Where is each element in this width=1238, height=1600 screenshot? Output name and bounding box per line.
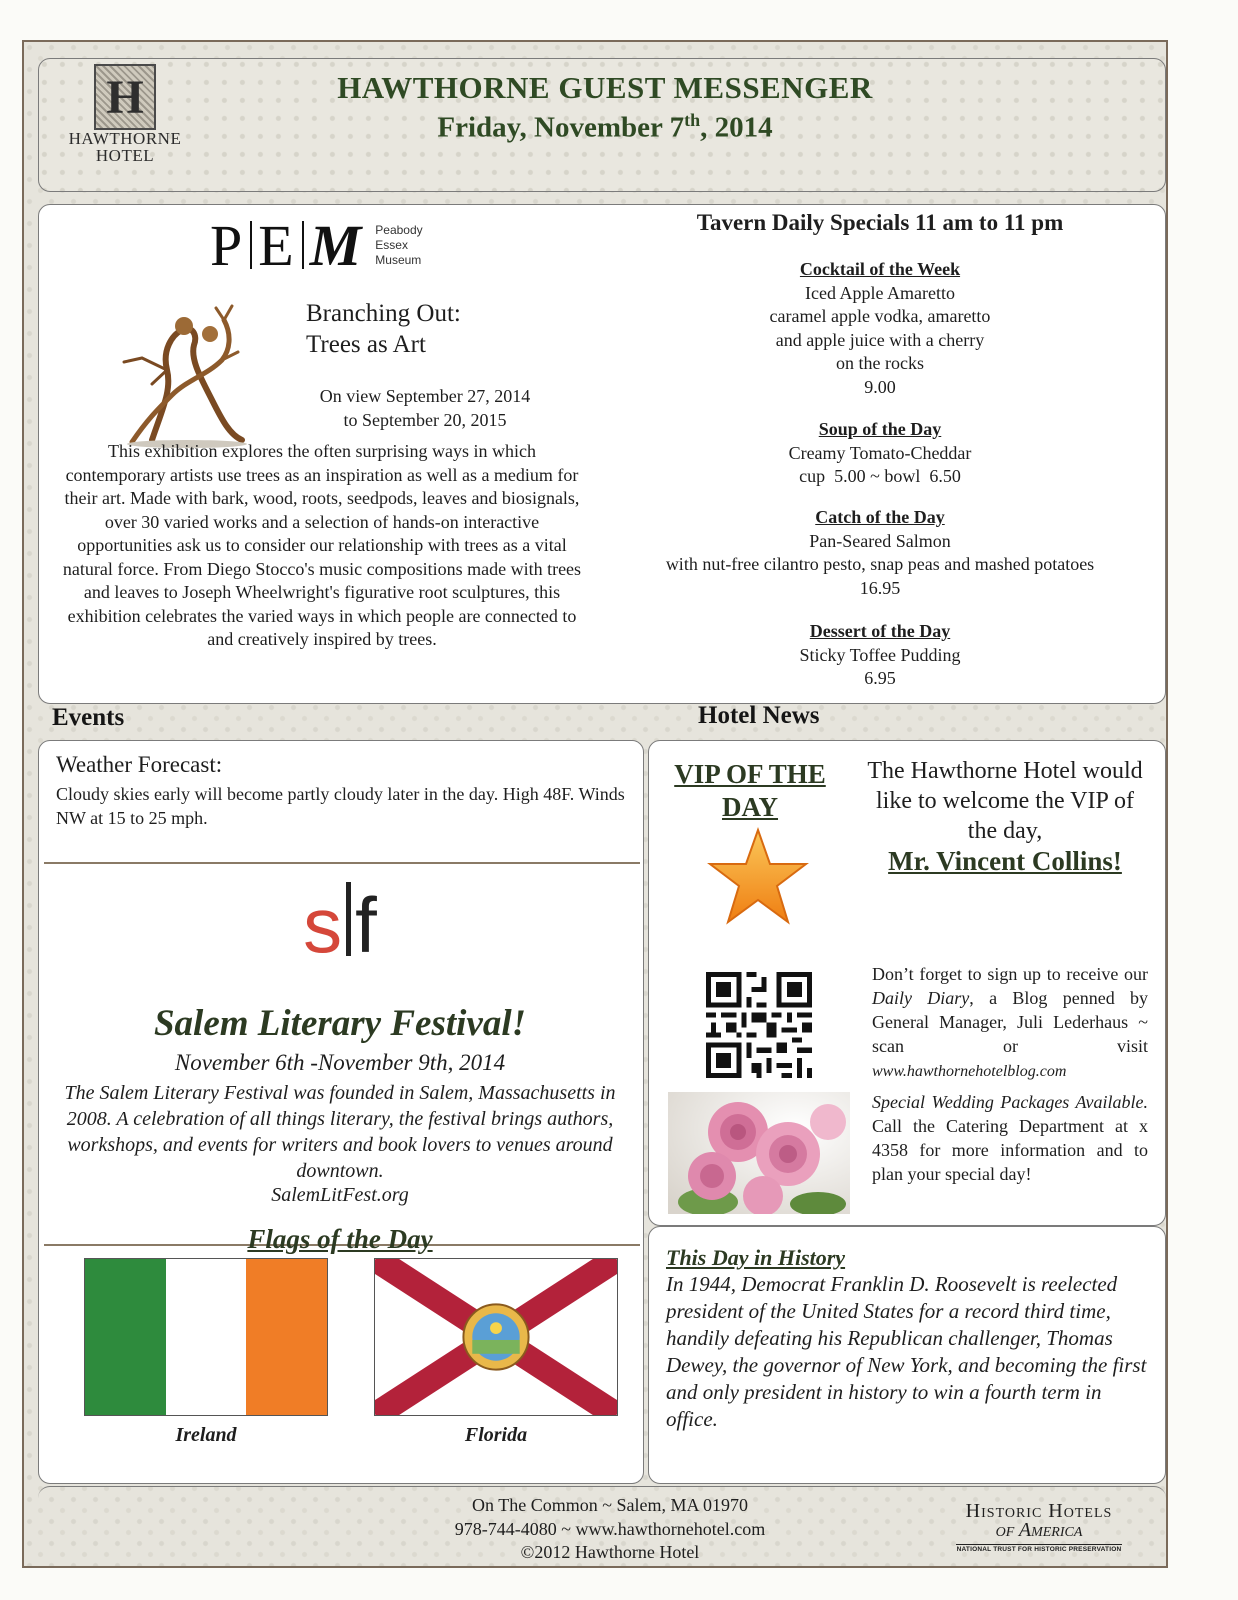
history-title: This Day in History xyxy=(666,1245,846,1270)
diary-text-2: , a Blog penned by General Manager, Juli Lederhaus ~ scan or visit xyxy=(872,988,1148,1056)
vip-name: Mr. Vincent Collins! xyxy=(888,846,1122,876)
dessert-label: Dessert of the Day xyxy=(809,621,951,641)
daily-diary-promo xyxy=(872,962,1148,1084)
exhibit-title xyxy=(306,298,461,360)
cocktail-desc-3: on the rocks xyxy=(836,353,924,373)
star-icon xyxy=(706,826,810,926)
pem-sub-3: Museum xyxy=(375,253,422,267)
catch-name: Pan-Seared Salmon xyxy=(809,530,951,551)
soup-name: Creamy Tomato-Cheddar xyxy=(788,442,972,463)
hotel-logo xyxy=(60,64,190,168)
slf-logo xyxy=(0,880,680,971)
wedding-packages-promo xyxy=(872,1090,1148,1186)
dessert-price: 6.95 xyxy=(864,668,896,688)
festival-description: The Salem Literary Festival was founded in Salem, Massachusetts in 2008. A celebration of all things literary, the festival brings authors, workshops, and events for writers and book lovers to venues around downtown. xyxy=(64,1082,616,1182)
flags-title: Flags of the Day xyxy=(247,1224,433,1254)
soup-label: Soup of the Day xyxy=(818,419,942,439)
dessert-special xyxy=(620,620,1140,691)
footer-contact xyxy=(400,1494,820,1565)
ireland-flag-label: Ireland xyxy=(175,1424,237,1446)
ireland-flag-icon xyxy=(84,1258,328,1416)
exhibit-title-line2: Trees as Art xyxy=(306,331,426,358)
pem-letter-m: M xyxy=(309,213,364,278)
page-title: HAWTHORNE GUEST MESSENGER xyxy=(337,70,873,105)
vip-welcome-text: The Hawthorne Hotel would like to welcome the VIP of the day, xyxy=(867,758,1143,844)
vip-heading xyxy=(660,758,840,824)
hotel-monogram-icon: H xyxy=(94,64,156,130)
cocktail-special xyxy=(620,258,1140,399)
vip-heading-line2: DAY xyxy=(721,792,779,822)
diary-text-1: Don’t forget to sign up to receive our xyxy=(872,964,1148,984)
wedding-heading: Special Wedding Packages Available. xyxy=(872,1092,1148,1112)
exhibit-description: This exhibition explores the often surprising ways in which contemporary artists use trees as an inspiration as well as a medium for their art. Made with bark, wood, roots, seedpods, leaves and biosignals, over 30 varied works and a selection of hands-on interactive opportunities ask us to consider our relationship with trees as a vital natural force. From Diego Stocco's music compositions made with trees and leaves to Joseph Wheelwright's figurative root sculptures, this exhibition celebrates the varied ways in which people are connected to and creatively inspired by trees. xyxy=(62,441,582,649)
diary-blog-link[interactable]: www.hawthornehotelblog.com xyxy=(872,1063,1067,1080)
pem-subtitle xyxy=(375,223,422,268)
soup-price: cup 5.00 ~ bowl 6.50 xyxy=(799,466,961,486)
festival-dates: November 6th -November 9th, 2014 xyxy=(174,1050,506,1075)
date-suffix: th xyxy=(684,110,701,130)
roses-image xyxy=(668,1092,850,1214)
divider xyxy=(44,862,640,864)
pem-letter-e: E xyxy=(258,213,296,278)
slf-logo-f: f xyxy=(355,881,377,969)
dessert-name: Sticky Toffee Pudding xyxy=(799,644,961,665)
historic-hotels-logo xyxy=(956,1500,1122,1553)
hha-line2: of America xyxy=(995,1519,1083,1541)
wedding-text: Call the Catering Department at x 4358 for more information and to plan your special day! xyxy=(872,1116,1148,1184)
pem-logo xyxy=(210,212,423,279)
qr-code-icon[interactable] xyxy=(706,972,812,1078)
date-prefix: Friday, November 7 xyxy=(437,111,685,144)
date-year: , 2014 xyxy=(700,111,773,144)
weather-title: Weather Forecast: xyxy=(56,752,223,777)
exhibit-title-line1: Branching Out: xyxy=(306,300,461,327)
catch-price: 16.95 xyxy=(859,577,901,598)
cocktail-label: Cocktail of the Week xyxy=(799,259,961,279)
exhibit-dates-line2: to September 20, 2015 xyxy=(343,410,507,430)
hha-line3: NATIONAL TRUST FOR HISTORIC PRESERVATION xyxy=(956,1546,1122,1553)
diary-name: Daily Diary xyxy=(872,988,970,1008)
footer-phone-website: 978-744-4080 ~ www.hawthornehotel.com xyxy=(454,1518,766,1539)
cocktail-desc-1: caramel apple vodka, amaretto xyxy=(769,306,991,326)
logo-text-line1: HAWTHORNE xyxy=(68,129,182,148)
exhibit-dates xyxy=(300,384,550,432)
weather-text: Cloudy skies early will become partly cloudy later in the day. High 48F. Winds NW at 15 to 25 mph. xyxy=(56,784,625,828)
hha-line1: Historic Hotels xyxy=(965,1500,1113,1522)
footer-copyright: ©2012 Hawthorne Hotel xyxy=(520,1542,700,1562)
exhibit-dates-line1: On view September 27, 2014 xyxy=(319,386,531,406)
hotel-news-heading: Hotel News xyxy=(698,702,820,729)
logo-text-line2: HOTEL xyxy=(95,146,155,165)
footer-address: On The Common ~ Salem, MA 01970 xyxy=(472,1495,748,1515)
soup-special xyxy=(620,418,1140,489)
catch-special xyxy=(620,506,1140,600)
florida-flag-label: Florida xyxy=(464,1424,528,1446)
pem-letter-p: P xyxy=(210,213,245,278)
cocktail-name: Iced Apple Amaretto xyxy=(805,282,955,303)
root-sculpture-image xyxy=(112,300,252,450)
vip-welcome xyxy=(860,756,1150,876)
cocktail-price: 9.00 xyxy=(864,376,896,397)
vip-heading-line1: VIP OF THE xyxy=(674,759,826,789)
newsletter-title xyxy=(200,70,1010,145)
slf-logo-s: s xyxy=(303,881,343,969)
pem-sub-1: Peabody xyxy=(375,223,423,237)
catch-label: Catch of the Day xyxy=(815,507,945,527)
cocktail-desc-2: and apple juice with a cherry xyxy=(775,329,985,350)
events-heading: Events xyxy=(52,704,125,731)
history-text: In 1944, Democrat Franklin D. Roosevelt is reelected president of the United States for a record third time, handily defeating his Republican challenger, Thomas Dewey, the governor of New York, and becoming the first and only president in history to win a fourth term in office. xyxy=(666,1272,1147,1431)
florida-flag-icon xyxy=(374,1258,618,1416)
catch-desc: with nut-free cilantro pesto, snap peas and mashed potatoes xyxy=(665,554,1095,574)
issue-date xyxy=(200,110,1010,145)
tavern-heading: Tavern Daily Specials 11 am to 11 pm xyxy=(696,210,1064,235)
festival-title: Salem Literary Festival! xyxy=(153,1003,527,1044)
pem-sub-2: Essex xyxy=(375,238,408,252)
festival-website: SalemLitFest.org xyxy=(271,1184,409,1206)
